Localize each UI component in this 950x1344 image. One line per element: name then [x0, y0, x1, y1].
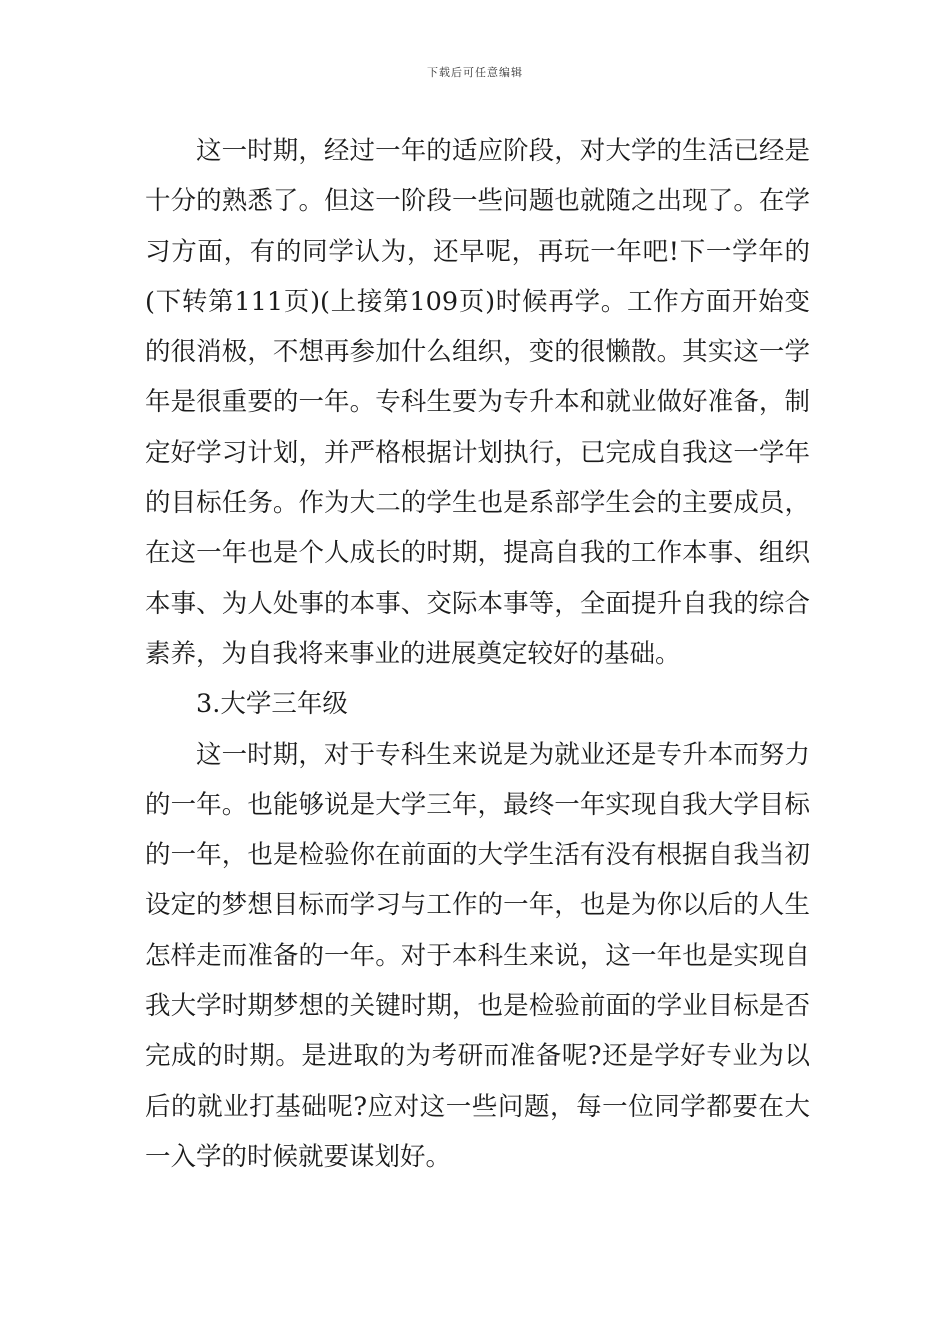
page-header: 下载后可任意编辑: [427, 66, 523, 79]
paragraph-junior-year: 这一时期，对于专科生来说是为就业还是专升本而努力的一年。也能够说是大学三年，最终一年实现自我大学目标的一年，也是检验你在前面的大学生活有没有根据自我当初设定的梦想目标而学习与工作的一年，也是为你以后的人生怎样走而准备的一年。对于本科生来说，这一年也是实现自我大学时期梦想的关键时期，也是检验前面的学业目标是否完成的时期。是进取的为考研而准备呢?还是学好专业为以后的就业打基础呢?应对这一些问题，每一位同学都要在大一入学的时候就要谋划好。: [145, 739, 810, 1172]
document-body: [145, 126, 810, 1182]
paragraph-sophomore-year: 这一时期，经过一年的适应阶段，对大学的生活已经是十分的熟悉了。但这一阶段一些问题也就随之出现了。在学习方面，有的同学认为，还早呢，再玩一年吧!下一学年的(下转第111页)(上接第109页)时候再学。工作方面开始变的很消极，不想再参加什么组织，变的很懒散。其实这一学年是很重要的一年。专科生要为专升本和就业做好准备，制定好学习计划，并严格根据计划执行，已完成自我这一学年的目标任务。作为大二的学生也是系部学生会的主要成员，在这一年也是个人成长的时期，提高自我的工作本事、组织本事、为人处事的本事、交际本事等，全面提升自我的综合素养，为自我将来事业的进展奠定较好的基础。: [145, 136, 810, 669]
section-heading-junior-year: 3.大学三年级: [196, 689, 348, 720]
